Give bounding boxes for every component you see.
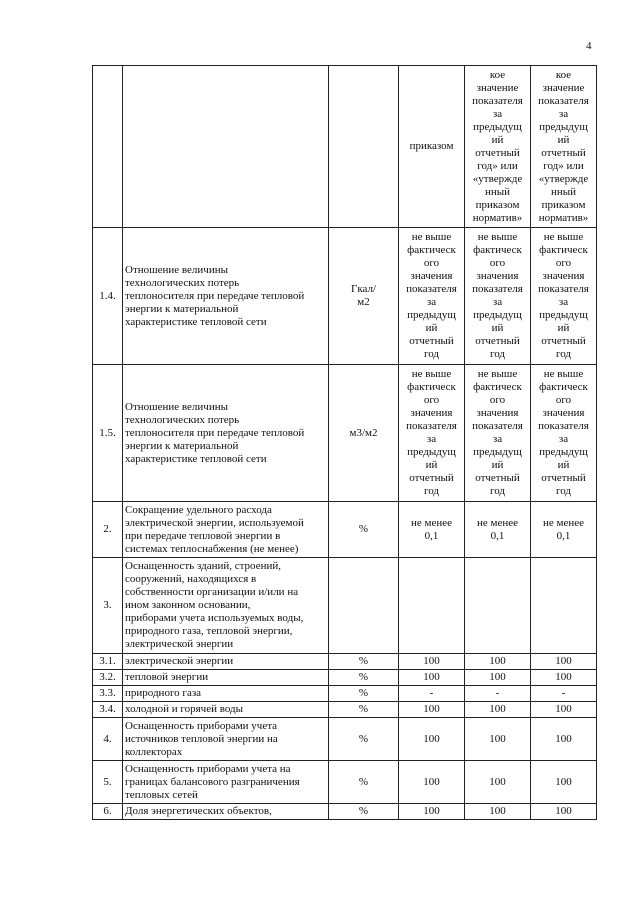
value-year-3: не менее 0,1 xyxy=(531,502,597,558)
value-year-1 xyxy=(399,558,465,654)
table-row xyxy=(93,686,597,702)
value-year-3: 100 xyxy=(531,670,597,686)
table-row xyxy=(93,670,597,686)
row-number: 2. xyxy=(93,502,123,558)
value-year-2: - xyxy=(465,686,531,702)
indicator-name: Сокращение удельного расхода электрической энергии, используемой при передаче тепловой энергии в системах теплоснабжения (не менее) xyxy=(123,502,329,558)
value-year-3: 100 xyxy=(531,718,597,761)
value-year-1: - xyxy=(399,686,465,702)
indicator-name: Отношение величины технологических потерь теплоносителя при передаче тепловой энергии к материальной характеристике тепловой сети xyxy=(123,365,329,502)
indicator-name: Доля энергетических объектов, xyxy=(123,804,329,820)
indicator-name: Оснащенность приборами учета на границах балансового разграничения тепловых сетей xyxy=(123,761,329,804)
value-year-3 xyxy=(531,558,597,654)
row-number xyxy=(93,66,123,228)
indicator-name: природного газа xyxy=(123,686,329,702)
table-row xyxy=(93,654,597,670)
unit-cell: м3/м2 xyxy=(329,365,399,502)
indicator-name: Оснащенность зданий, строений, сооружений, находящихся в собственности организации и/или на ином законном основании, приборами учета используемых воды, природного газа, тепловой энергии, электрической энергии xyxy=(123,558,329,654)
unit-cell: % xyxy=(329,686,399,702)
unit-cell xyxy=(329,558,399,654)
value-year-3: 100 xyxy=(531,761,597,804)
indicator-name: Отношение величины технологических потерь теплоносителя при передаче тепловой энергии к материальной характеристике тепловой сети xyxy=(123,228,329,365)
value-year-1: 100 xyxy=(399,670,465,686)
value-year-3: 100 xyxy=(531,654,597,670)
value-year-3: 100 xyxy=(531,804,597,820)
value-year-1: не выше фактическ ого значения показателя за предыдущ ий отчетный год xyxy=(399,365,465,502)
table-row xyxy=(93,228,597,365)
row-number: 1.5. xyxy=(93,365,123,502)
unit-cell xyxy=(329,66,399,228)
value-year-1: 100 xyxy=(399,654,465,670)
value-year-3: 100 xyxy=(531,702,597,718)
value-year-1: 100 xyxy=(399,718,465,761)
row-number: 3.2. xyxy=(93,670,123,686)
row-number: 4. xyxy=(93,718,123,761)
row-number: 3.4. xyxy=(93,702,123,718)
table-row xyxy=(93,66,597,228)
table-row xyxy=(93,558,597,654)
value-year-2: 100 xyxy=(465,761,531,804)
value-year-2: 100 xyxy=(465,804,531,820)
unit-cell: Гкал/ м2 xyxy=(329,228,399,365)
value-year-2: 100 xyxy=(465,718,531,761)
row-number: 3.3. xyxy=(93,686,123,702)
page-number: 4 xyxy=(586,40,592,52)
table-row xyxy=(93,365,597,502)
row-number: 3. xyxy=(93,558,123,654)
table-row xyxy=(93,702,597,718)
unit-cell: % xyxy=(329,718,399,761)
row-number: 6. xyxy=(93,804,123,820)
indicator-name: электрической энергии xyxy=(123,654,329,670)
value-year-2: не выше фактическ ого значения показателя за предыдущ ий отчетный год xyxy=(465,228,531,365)
indicator-name xyxy=(123,66,329,228)
value-year-1: 100 xyxy=(399,761,465,804)
unit-cell: % xyxy=(329,702,399,718)
unit-cell: % xyxy=(329,804,399,820)
value-year-2: 100 xyxy=(465,702,531,718)
value-year-3: не выше фактическ ого значения показателя за предыдущ ий отчетный год xyxy=(531,228,597,365)
unit-cell: % xyxy=(329,502,399,558)
unit-cell: % xyxy=(329,654,399,670)
value-year-1: 100 xyxy=(399,804,465,820)
indicator-name: Оснащенность приборами учета источников тепловой энергии на коллекторах xyxy=(123,718,329,761)
value-year-3: не выше фактическ ого значения показателя за предыдущ ий отчетный год xyxy=(531,365,597,502)
table-row xyxy=(93,718,597,761)
value-year-1: не менее 0,1 xyxy=(399,502,465,558)
value-year-2: кое значение показателя за предыдущ ий отчетный год» или «утвержде нный приказом норматив» xyxy=(465,66,531,228)
row-number: 1.4. xyxy=(93,228,123,365)
value-year-3: - xyxy=(531,686,597,702)
value-year-2: не менее 0,1 xyxy=(465,502,531,558)
indicator-name: холодной и горячей воды xyxy=(123,702,329,718)
value-year-1: 100 xyxy=(399,702,465,718)
value-year-3: кое значение показателя за предыдущ ий отчетный год» или «утвержде нный приказом норматив» xyxy=(531,66,597,228)
value-year-1: приказом xyxy=(399,66,465,228)
value-year-2: 100 xyxy=(465,670,531,686)
value-year-2 xyxy=(465,558,531,654)
row-number: 5. xyxy=(93,761,123,804)
table-row xyxy=(93,761,597,804)
value-year-2: 100 xyxy=(465,654,531,670)
table-row xyxy=(93,804,597,820)
indicator-name: тепловой энергии xyxy=(123,670,329,686)
unit-cell: % xyxy=(329,761,399,804)
indicators-table xyxy=(92,65,597,820)
unit-cell: % xyxy=(329,670,399,686)
value-year-1: не выше фактическ ого значения показателя за предыдущ ий отчетный год xyxy=(399,228,465,365)
row-number: 3.1. xyxy=(93,654,123,670)
value-year-2: не выше фактическ ого значения показателя за предыдущ ий отчетный год xyxy=(465,365,531,502)
table-row xyxy=(93,502,597,558)
